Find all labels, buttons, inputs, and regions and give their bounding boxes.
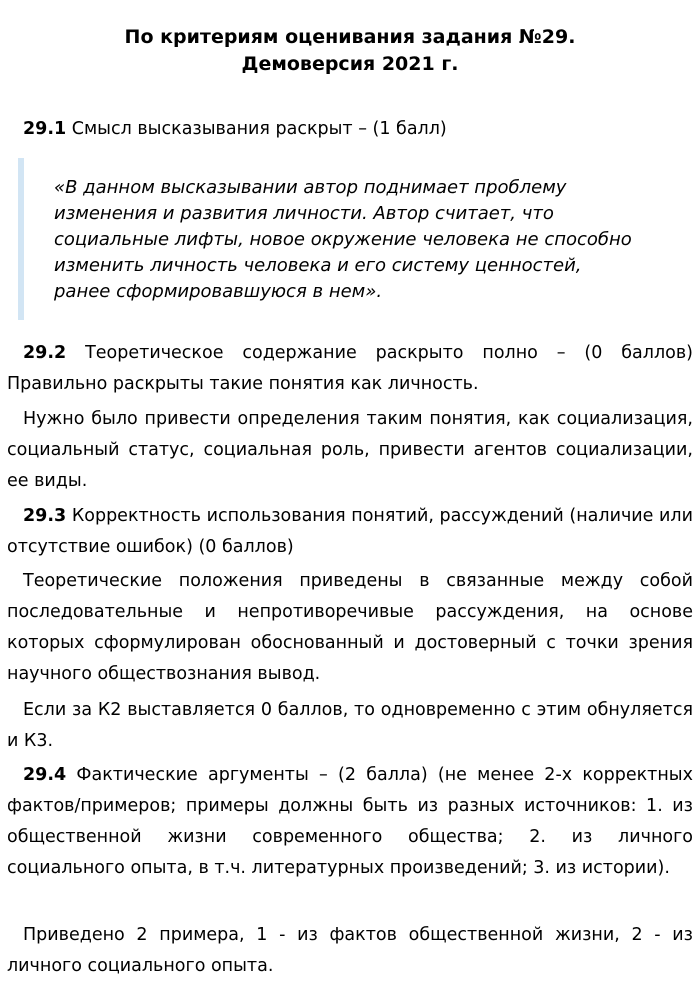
criterion-number: 29.3 bbox=[23, 506, 67, 526]
criterion-29-3 bbox=[7, 501, 693, 563]
criterion-number: 29.4 bbox=[23, 765, 67, 785]
title-line-2: Демоверсия 2021 г. bbox=[241, 53, 459, 75]
criterion-29-4 bbox=[7, 760, 693, 884]
criterion-text: Корректность использования понятий, рассуждений (наличие или отсутствие ошибок) (0 баллов) bbox=[7, 506, 693, 557]
comment-29-3-rule: Если за К2 выставляется 0 баллов, то одновременно с этим обнуляется и К3. bbox=[7, 700, 693, 751]
document-title bbox=[0, 24, 700, 78]
comment-29-2: Нужно было привести определения таким понятия, как социализация, социальный статус, социальная роль, привести агентов социализации, ее виды. bbox=[7, 409, 693, 491]
criterion-number: 29.2 bbox=[23, 343, 67, 363]
comment-29-3-theory: Теоретические положения приведены в связанные между собой последовательные и непротиворечивые рассуждения, на основе которых сформулирован обоснованный и достоверный с точки зрения научного обществознания вывод. bbox=[7, 571, 693, 684]
title-line-1: По критериям оценивания задания №29. bbox=[124, 26, 576, 48]
criterion-text: Фактические аргументы – (2 балла) (не менее 2-х корректных фактов/примеров; примеры должны быть из разных источников: 1. из общественной жизни современного общества; 2. из личного социального опыта, в т.ч. литературных произведений; 3. из истории). bbox=[7, 765, 693, 878]
comment-29-4: Приведено 2 примера, 1 - из фактов общественной жизни, 2 - из личного социального опыта. bbox=[7, 925, 693, 976]
criterion-number: 29.1 bbox=[23, 119, 67, 139]
quote-block bbox=[18, 158, 638, 320]
criterion-29-2 bbox=[7, 338, 693, 400]
criterion-text: Теоретическое содержание раскрыто полно – (0 баллов) Правильно раскрыты такие понятия как личность. bbox=[7, 343, 693, 394]
criterion-text: Смысл высказывания раскрыт – (1 балл) bbox=[71, 119, 447, 139]
quote-text: «В данном высказывании автор поднимает проблему изменения и развития личности. Автор считает, что социальные лифты, новое окружение человека не способно изменить личность человека и его систему ценностей, ранее сформировавшуюся в нем». bbox=[54, 177, 632, 302]
criterion-29-1 bbox=[7, 114, 693, 145]
